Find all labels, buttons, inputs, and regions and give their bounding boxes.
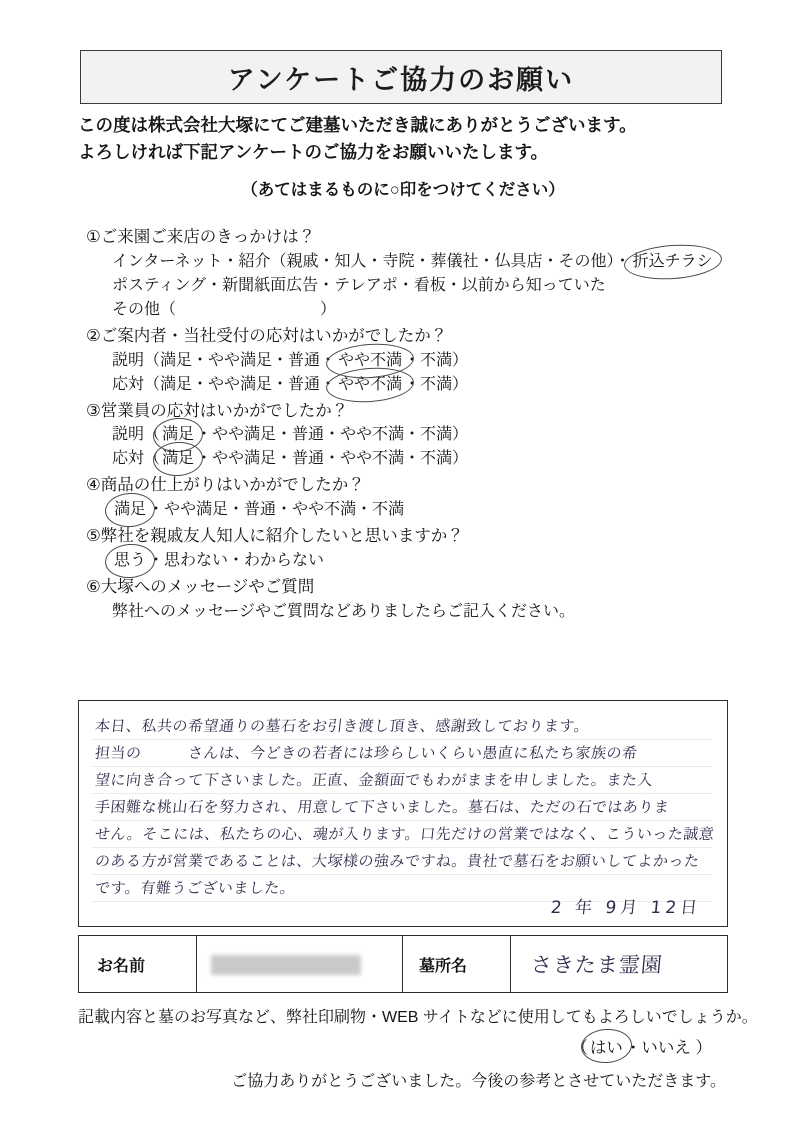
question-6-subtitle: 弊社へのメッセージやご質問などありましたらご記入ください。 xyxy=(112,602,576,620)
name-value[interactable] xyxy=(197,936,403,992)
redacted-name xyxy=(211,955,361,975)
message-line-2: 担当の さんは、今どきの若者には珍らしいくらい愚直に私たち家族の希 xyxy=(94,740,715,767)
grave-value[interactable]: さきたま霊園 xyxy=(529,953,664,977)
q1-selected-option[interactable]: 折込チラシ xyxy=(631,250,715,274)
question-5 xyxy=(86,524,726,573)
question-3 xyxy=(86,399,726,472)
q3-row2-head: 応対（ xyxy=(112,450,161,468)
answer-paren-open: （ xyxy=(571,1039,588,1057)
q3-row2-tail: ・やや満足・普通・やや不満・不満） xyxy=(196,450,469,468)
q4-tail: ・やや満足・普通・やや不満・不満 xyxy=(148,501,405,518)
message-line-7: です。有難うございました。 xyxy=(94,875,715,902)
q2-row1-selected-option[interactable]: やや不満 xyxy=(336,349,404,373)
intro-line-2: よろしければ下記アンケートのご協力をお願いいたします。 xyxy=(78,142,549,163)
message-content xyxy=(79,701,727,902)
question-1-title: ①ご来園ご来店のきっかけは？ xyxy=(86,228,316,246)
question-1 xyxy=(86,225,726,322)
message-date: 2 年 9月 12日 xyxy=(549,898,702,918)
question-3-row-explanation xyxy=(86,423,726,447)
q5-tail: ・思わない・わからない xyxy=(148,551,325,569)
message-line-3: 望に向き合って下さいました。正直、金額面でもわがままを申しました。また入 xyxy=(94,767,715,794)
question-4-title: ④商品の仕上がりはいかがでしたか？ xyxy=(86,476,365,495)
q2-row1-head: 説明（満足・やや満足・普通・ xyxy=(112,351,337,369)
question-4 xyxy=(86,473,726,522)
question-1-other-field[interactable]: その他（ ） xyxy=(112,300,337,318)
question-6-title: ⑥大塚へのメッセージやご質問 xyxy=(86,577,315,596)
usage-permission-selected[interactable]: はい xyxy=(588,1034,625,1058)
questions-list xyxy=(86,225,726,626)
q3-row1-tail: ・やや満足・普通・やや不満・不満） xyxy=(196,426,469,444)
question-2 xyxy=(86,324,726,397)
message-line-1: 本日、私共の希望通りの墓石をお引き渡し頂き、感謝致しております。 xyxy=(94,713,715,740)
q2-row2-selected-option[interactable]: やや不満 xyxy=(336,373,404,397)
question-3-row-response xyxy=(86,447,726,471)
question-1-options-row-1 xyxy=(86,250,726,274)
q2-row2-tail: ・不満） xyxy=(404,375,469,393)
usage-permission-answer xyxy=(571,1034,712,1058)
question-2-row-explanation xyxy=(86,349,726,373)
respondent-table xyxy=(78,935,728,993)
message-line-4: 手困難な桃山石を努力され、用意して下さいました。墓石は、ただの石ではありま xyxy=(94,794,715,821)
q4-selected-option[interactable]: 満足 xyxy=(112,498,148,522)
intro-line-1: この度は株式会社大塚にてご建墓いただき誠にありがとうございます。 xyxy=(78,115,637,135)
q2-row2-head: 応対（満足・やや満足・普通・ xyxy=(112,375,337,393)
intro-text xyxy=(78,112,728,166)
intro-note: （あてはまるものに○印をつけてください） xyxy=(241,181,565,199)
question-3-title: ③営業員の応対はいかがでしたか？ xyxy=(86,401,349,420)
question-1-options-row-2: ポスティング・新聞紙面広告・テレアポ・看板・以前から知っていた xyxy=(112,276,606,294)
name-label: お名前 xyxy=(79,936,197,992)
q3-row1-head: 説明（ xyxy=(112,426,161,444)
page-title: アンケートご協力のお願い xyxy=(227,64,575,95)
answer-tail: ・いいえ ） xyxy=(624,1039,712,1057)
message-box[interactable] xyxy=(78,700,728,927)
q5-selected-option[interactable]: 思う xyxy=(112,549,148,573)
page-title-band xyxy=(80,50,722,104)
question-2-row-response xyxy=(86,373,726,397)
q1-row1-text: インターネット・紹介（親戚・知人・寺院・葬儀社・仏具店・その他）・ xyxy=(112,252,631,270)
closing-thanks: ご協力ありがとうございました。今後の参考とさせていただきます。 xyxy=(231,1073,726,1090)
question-2-title: ②ご案内者・当社受付の応対はいかがでしたか？ xyxy=(86,326,448,345)
question-5-row xyxy=(86,549,726,573)
usage-permission-question: 記載内容と墓のお写真など、弊社印刷物・WEB サイトなどに使用してもよろしいでしょうか。 xyxy=(78,1009,758,1026)
grave-label: 墓所名 xyxy=(403,936,511,992)
question-4-row xyxy=(86,498,726,522)
message-line-5: せん。そこには、私たちの心、魂が入ります。口先だけの営業ではなく、こういった誠意 xyxy=(94,821,715,848)
q2-row1-tail: ・不満） xyxy=(404,351,469,369)
question-5-title: ⑤弊社を親戚友人知人に紹介したいと思いますか？ xyxy=(86,527,464,545)
q3-row1-selected-option[interactable]: 満足 xyxy=(160,423,196,447)
question-6 xyxy=(86,575,726,624)
message-line-6: のある方が営業であることは、大塚様の強みですね。貴社で墓石をお願いしてよかった xyxy=(94,848,715,875)
q3-row2-selected-option[interactable]: 満足 xyxy=(160,447,196,471)
